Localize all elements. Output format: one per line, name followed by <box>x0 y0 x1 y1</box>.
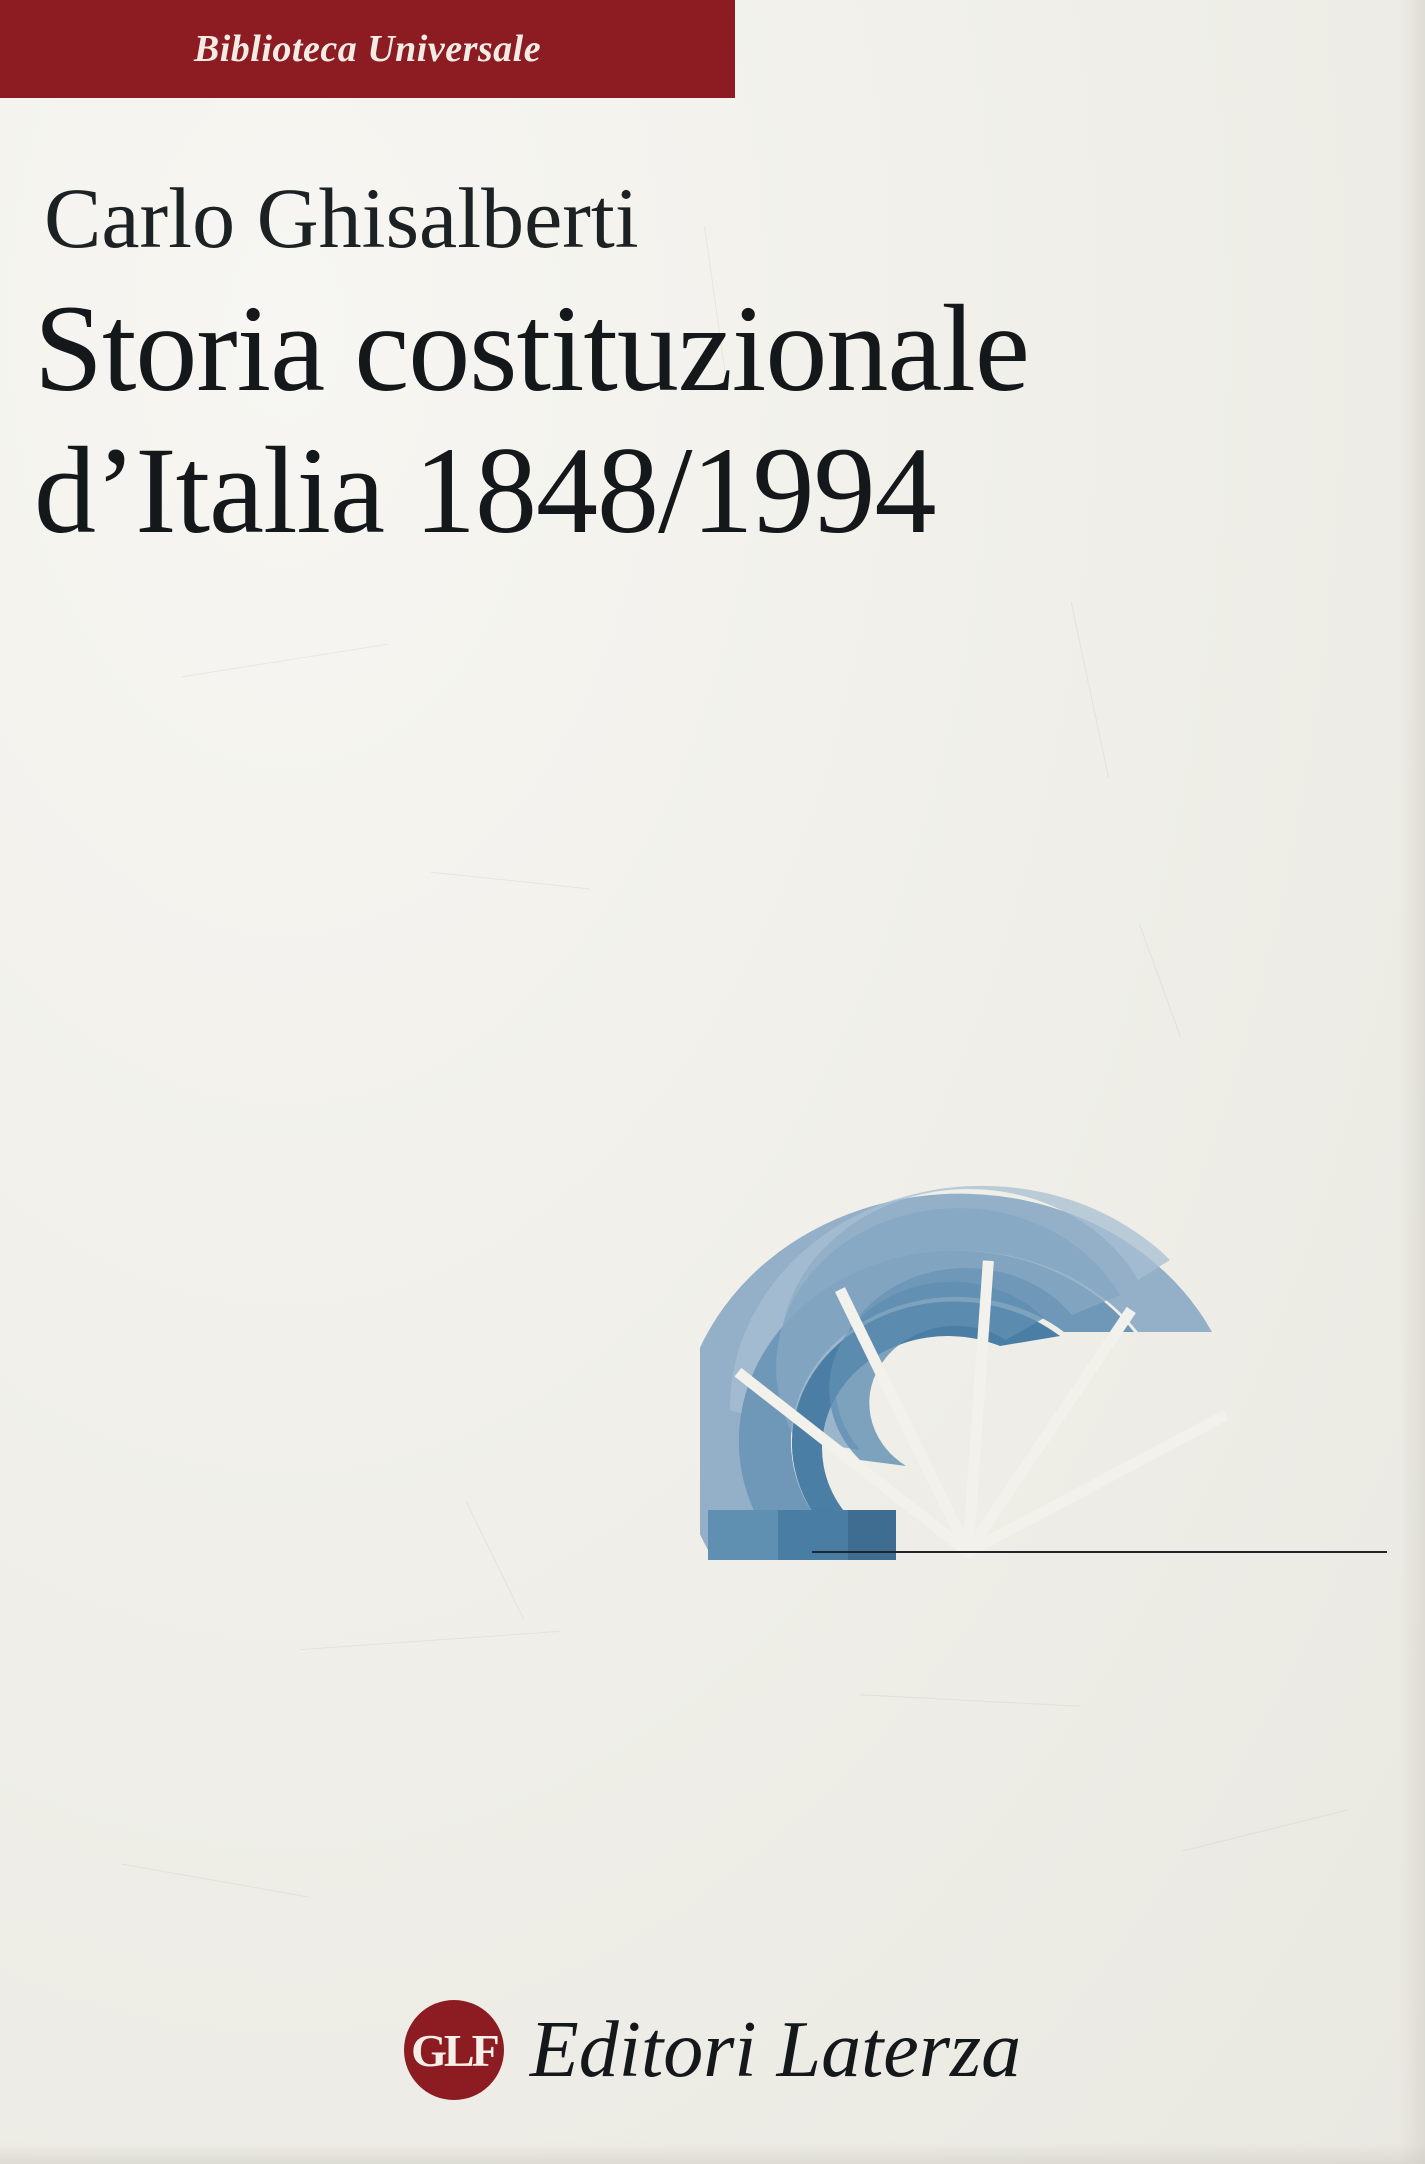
book-title <box>34 280 1404 559</box>
arc-end-block-outer <box>708 1510 782 1560</box>
logo-monogram: GLF <box>411 2024 497 2076</box>
baseline-rule <box>812 1551 1387 1553</box>
paper-scuff <box>466 1502 524 1619</box>
paper-scuff <box>430 872 589 890</box>
author-name: Carlo Ghisalberti <box>44 170 639 266</box>
publisher-name: Editori Laterza <box>529 2005 1022 2094</box>
laterza-logo-icon <box>404 2000 504 2100</box>
parliament-hemicycle-illustration <box>700 1110 1260 1580</box>
bottom-edge-shadow <box>0 2142 1425 2164</box>
paper-scuff <box>860 1694 1080 1707</box>
paper-scuff <box>121 1864 308 1898</box>
paper-scuff <box>1139 924 1181 1037</box>
series-label: Biblioteca Universale <box>193 28 542 70</box>
paper-scuff <box>1071 602 1109 778</box>
paper-scuff <box>181 644 389 678</box>
series-banner <box>0 0 735 98</box>
paper-scuff <box>300 1631 559 1650</box>
paper-scuff <box>1182 1809 1347 1851</box>
publisher-block <box>0 2000 1425 2100</box>
title-line-2: d’Italia 1848/1994 <box>34 422 936 559</box>
title-line-1: Storia costituzionale <box>34 280 1029 417</box>
